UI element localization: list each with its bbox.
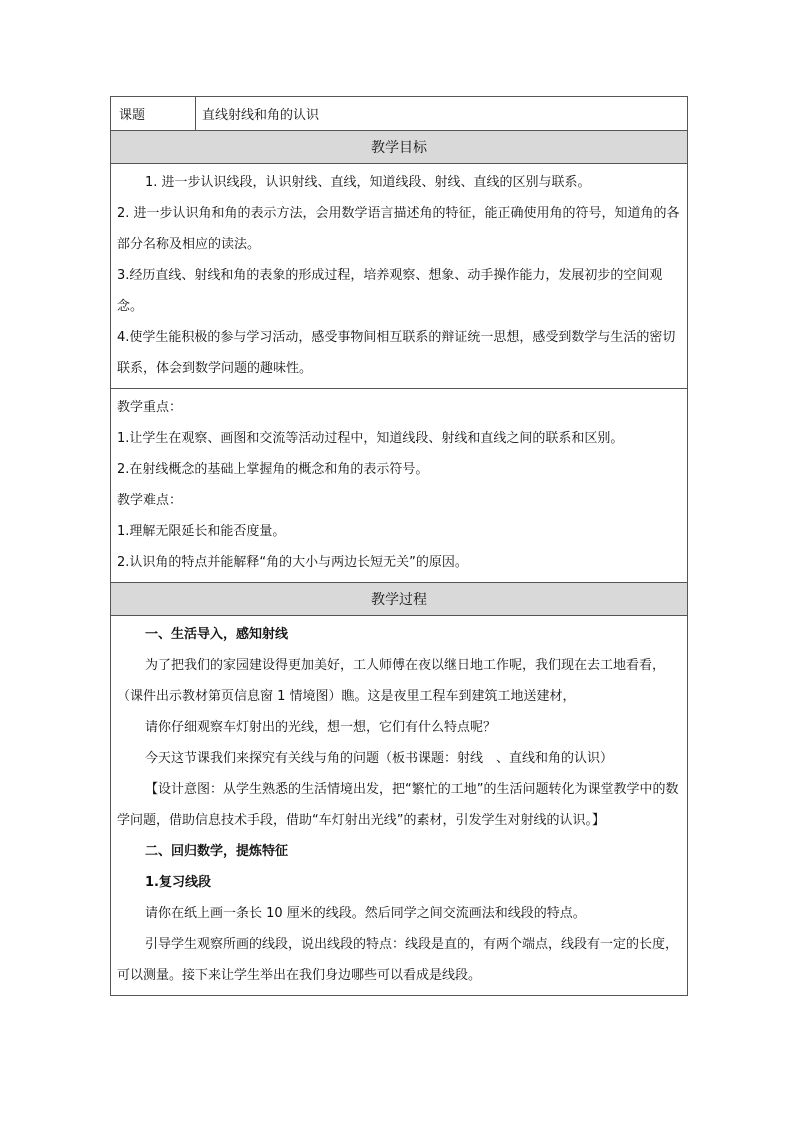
goal-item: 2. 进一步认识角和角的表示方法，会用数学语言描述角的特征，能正确使用角的符号，知道角的各部分名称及相应的读法。 (117, 206, 680, 252)
goals-content (111, 164, 688, 389)
topic-label: 课题 (111, 97, 196, 131)
lesson-plan-table (110, 96, 688, 996)
goal-item: 1. 进一步认识线段，认识射线、直线，知道线段、射线、直线的区别与联系。 (145, 175, 591, 190)
goals-row (111, 164, 688, 389)
process-paragraph: 为了把我们的家园建设得更加美好，工人师傅在夜以继日地工作呢，我们现在去工地看看，（课件出示教材第页信息窗 1 情境图）瞧。这是夜里工程车到建筑工地送建材， (117, 658, 666, 704)
goal-item: 3.经历直线、射线和角的表象的形成过程，培养观察、想象、动手操作能力，发展初步的空间观念。 (117, 268, 663, 314)
design-intent: 【设计意图：从学生熟悉的生活情境出发，把“繁忙的工地”的生活问题转化为课堂教学中的数学问题，借助信息技术手段，借助“车灯射出光线”的素材，引发学生对射线的认识。】 (117, 782, 679, 828)
focus-label: 教学重点： (117, 400, 183, 415)
process-paragraph: 引导学生观察所画的线段，说出线段的特点：线段是直的，有两个端点，线段有一定的长度，可以测量。接下来让学生举出在我们身边哪些可以看成是线段。 (117, 937, 679, 983)
process-paragraph: 请你在纸上画一条长 10 厘米的线段。然后同学之间交流画法和线段的特点。 (145, 906, 586, 921)
process-heading-row (111, 583, 688, 616)
process-row (111, 616, 688, 996)
goals-heading: 教学目标 (111, 131, 688, 164)
process-content (111, 616, 688, 996)
focus-item: 1.让学生在观察、画图和交流等活动过程中，知道线段、射线和直线之间的联系和区别。 (117, 431, 624, 446)
section2-title: 二、回归数学，提炼特征 (145, 844, 289, 859)
difficulty-item: 1.理解无限延长和能否度量。 (117, 524, 286, 539)
section1-title: 一、生活导入，感知射线 (145, 627, 289, 642)
subsection-title: 1.复习线段 (145, 875, 211, 890)
focus-item: 2.在射线概念的基础上掌握角的概念和角的表示符号。 (117, 462, 429, 477)
lesson-title: 直线射线和角的认识 (196, 97, 688, 131)
title-row (111, 97, 688, 131)
goals-heading-row (111, 131, 688, 164)
difficulty-label: 教学难点： (117, 493, 183, 508)
difficulty-item: 2.认识角的特点并能解释“角的大小与两边长短无关”的原因。 (117, 555, 468, 570)
keypoints-row (111, 389, 688, 583)
process-heading: 教学过程 (111, 583, 688, 616)
process-paragraph: 今天这节课我们来探究有关线与角的问题（板书课题：射线 、直线和角的认识） (145, 751, 614, 766)
keypoints-content (111, 389, 688, 583)
process-paragraph: 请你仔细观察车灯射出的光线，想一想，它们有什么特点呢？ (145, 720, 497, 735)
goal-item: 4.使学生能积极的参与学习活动，感受事物间相互联系的辩证统一思想，感受到数学与生活的密切联系，体会到数学问题的趣味性。 (117, 330, 676, 376)
